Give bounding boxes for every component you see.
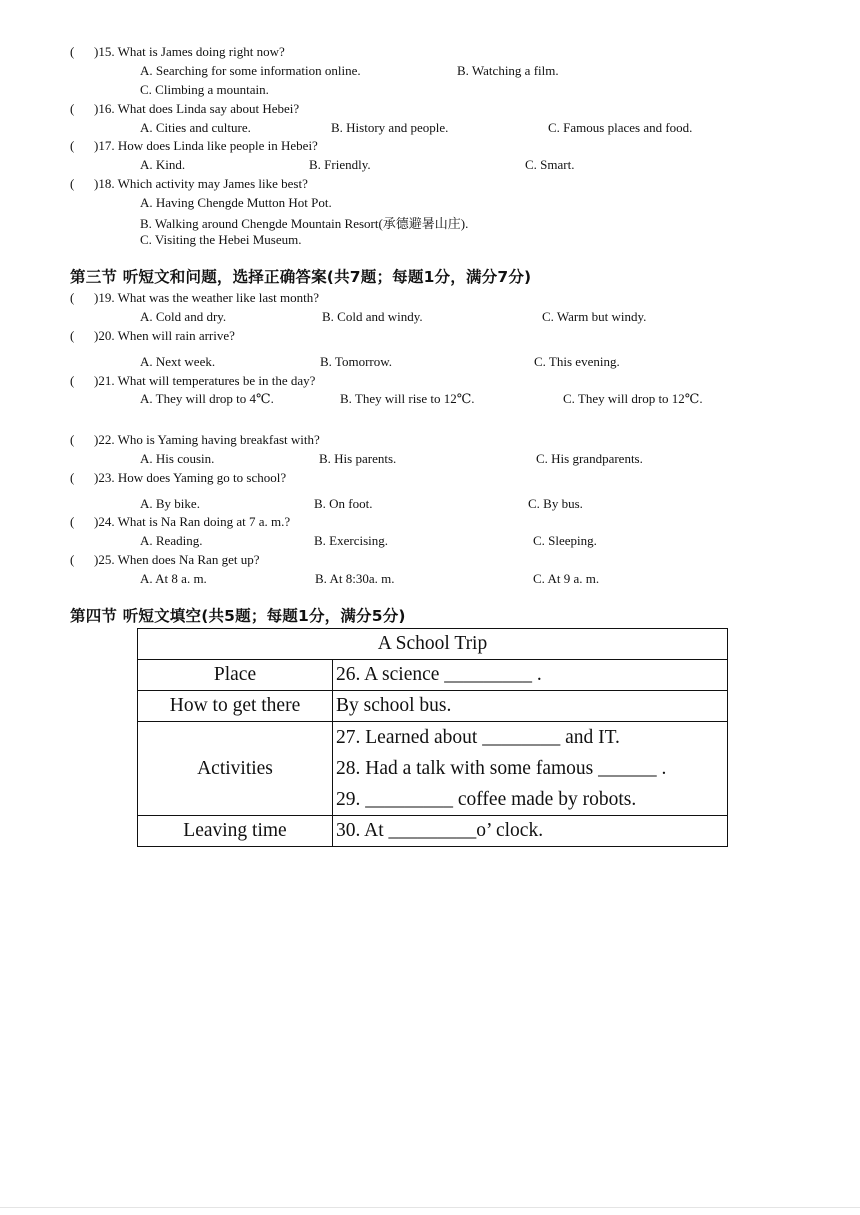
question-17: ( )17. How does Linda like people in Hebei? xyxy=(70,138,318,153)
section-heading: 第四节 听短文填空(共5题；每题1分，满分5分) xyxy=(70,607,406,625)
option: C. Sleeping. xyxy=(533,533,597,548)
option: C. Visiting the Hebei Museum. xyxy=(140,232,302,247)
option: C. Warm but windy. xyxy=(542,309,647,324)
option: B. On foot. xyxy=(314,496,373,511)
row-value: 26. A science _________ . xyxy=(333,660,728,691)
option: C. By bus. xyxy=(528,496,583,511)
school-trip-table xyxy=(137,628,728,847)
table-row xyxy=(138,691,728,722)
question-15: ( )15. What is James doing right now? xyxy=(70,44,285,59)
table-row xyxy=(138,722,728,816)
table-title: A School Trip xyxy=(138,629,728,660)
question-19: ( )19. What was the weather like last month? xyxy=(70,290,320,305)
option: B. Watching a film. xyxy=(457,63,559,78)
option: B. Exercising. xyxy=(314,533,389,548)
table-row xyxy=(138,629,728,660)
option: A. Reading. xyxy=(140,533,203,548)
option: B. Walking around Chengde Mountain Resort(承德避暑山庄). xyxy=(140,216,469,231)
option: C. His grandparents. xyxy=(536,451,643,466)
question-20: ( )20. When will rain arrive? xyxy=(70,328,235,343)
option: C. Climbing a mountain. xyxy=(140,82,269,97)
option: B. His parents. xyxy=(319,451,397,466)
option: B. They will rise to 12℃. xyxy=(340,391,475,406)
question-21: ( )21. What will temperatures be in the day? xyxy=(70,373,316,388)
row-label: Place xyxy=(138,660,333,691)
option: A. Cities and culture. xyxy=(140,120,251,135)
table-row xyxy=(138,660,728,691)
option: A. Next week. xyxy=(140,354,216,369)
option: A. By bike. xyxy=(140,496,200,511)
question-18: ( )18. Which activity may James like best? xyxy=(70,176,308,191)
option: B. Friendly. xyxy=(309,157,371,172)
question-16: ( )16. What does Linda say about Hebei? xyxy=(70,101,300,116)
option: C. This evening. xyxy=(534,354,620,369)
option: A. Kind. xyxy=(140,157,186,172)
row-value xyxy=(333,722,728,816)
page-edge xyxy=(0,1207,860,1208)
option: A. Cold and dry. xyxy=(140,309,227,324)
row-value: 30. At _________o’ clock. xyxy=(333,816,728,847)
option: B. Tomorrow. xyxy=(320,354,393,369)
option: A. At 8 a. m. xyxy=(140,571,207,586)
blank-line: 29. _________ coffee made by robots. xyxy=(336,789,637,810)
blank-line: 27. Learned about ________ and IT. xyxy=(336,727,620,748)
option: C. Smart. xyxy=(525,157,575,172)
option: C. They will drop to 12℃. xyxy=(563,391,703,406)
row-value: By school bus. xyxy=(333,691,728,722)
row-label: Activities xyxy=(138,722,333,816)
option: A. Having Chengde Mutton Hot Pot. xyxy=(140,195,332,210)
table-row xyxy=(138,816,728,847)
option: A. Searching for some information online. xyxy=(140,63,361,78)
row-label: How to get there xyxy=(138,691,333,722)
question-22: ( )22. Who is Yaming having breakfast with? xyxy=(70,432,320,447)
option: A. His cousin. xyxy=(140,451,215,466)
section-heading: 第三节 听短文和问题，选择正确答案(共7题；每题1分，满分7分) xyxy=(70,268,532,286)
blank-line: 28. Had a talk with some famous ______ . xyxy=(336,758,667,779)
option: B. Cold and windy. xyxy=(322,309,423,324)
option: A. They will drop to 4℃. xyxy=(140,391,274,406)
question-25: ( )25. When does Na Ran get up? xyxy=(70,552,260,567)
question-24: ( )24. What is Na Ran doing at 7 a. m.? xyxy=(70,514,291,529)
question-23: ( )23. How does Yaming go to school? xyxy=(70,470,287,485)
option: C. Famous places and food. xyxy=(548,120,693,135)
row-label: Leaving time xyxy=(138,816,333,847)
option: B. History and people. xyxy=(331,120,449,135)
option: B. At 8:30a. m. xyxy=(315,571,395,586)
option: C. At 9 a. m. xyxy=(533,571,600,586)
